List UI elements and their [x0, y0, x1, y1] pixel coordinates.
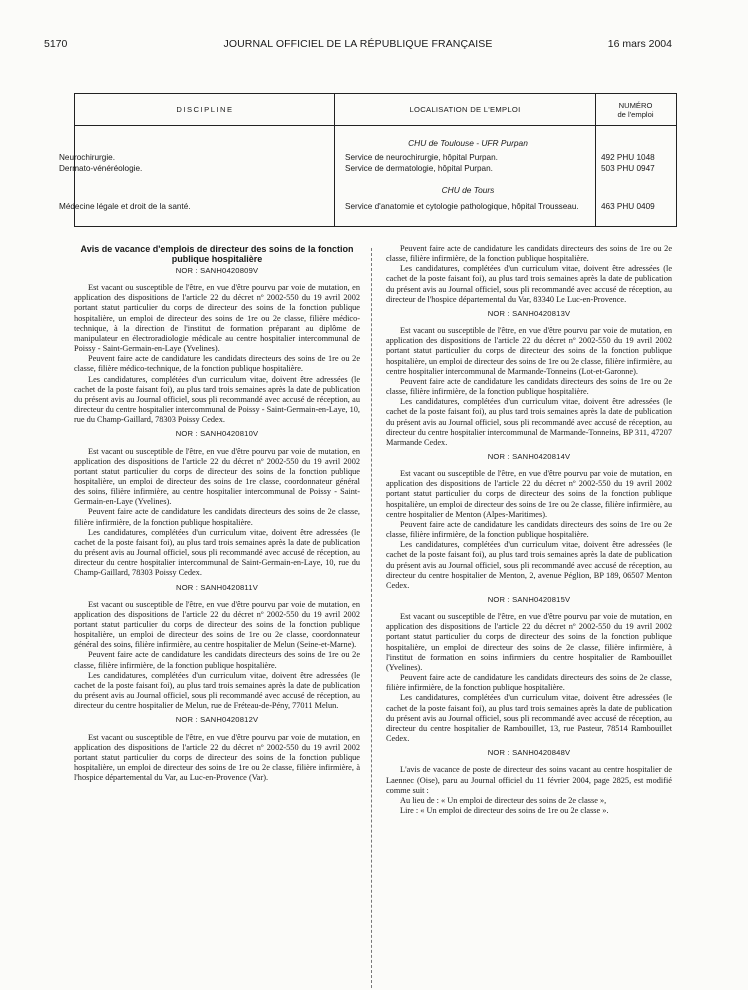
- group-toulouse: CHU de Toulouse - UFR Purpan: [408, 138, 528, 148]
- paragraph: Peuvent faire acte de candidature les candidats directeurs des soins de 1re ou 2e classe, filière infirmière, de la fonction publique hospitalière.: [386, 376, 672, 397]
- header-numero: [595, 101, 676, 119]
- journal-title: JOURNAL OFFICIEL DE LA RÉPUBLIQUE FRANÇAISE: [223, 38, 493, 50]
- row1-localisation: Service de neurochirurgie, hôpital Purpan.: [345, 153, 498, 162]
- header-localisation: LOCALISATION DE L'EMPLOI: [409, 105, 521, 114]
- group-tours: CHU de Tours: [441, 185, 495, 195]
- nor-reference: NOR : SANH0420810V: [175, 429, 259, 439]
- row3-numero: 463 PHU 0409: [601, 202, 655, 211]
- paragraph: Est vacant ou susceptible de l'être, en vue d'être pourvu par voie de mutation, en application des dispositions de l'article 22 du décret nº 2002-550 du 19 avril 2002 portant statut particulier du corps de directeur des soins de la fonction publique hospitalière, un emploi de directeur des soins de 2e classe, filière infirmière, à l'institut de formation en soins infirmiers du centre hospitalier de Rambouillet (Yvelines).: [386, 612, 672, 672]
- nor-reference: NOR : SANH0420848V: [487, 748, 571, 758]
- paragraph: Les candidatures, complétées d'un curriculum vitae, doivent être adressées (le cachet de la poste faisant foi), au plus tard trois semaines après la date de publication du présent avis au Journal officiel, sous pli recommandé avec accusé de réception, au directeur du centre hospitalier intercommunal de Marmande-Tonneins, BP 311, 47207 Marmande Cedex.: [386, 397, 672, 447]
- paragraph: Est vacant ou susceptible de l'être, en vue d'être pourvu par voie de mutation, en application des dispositions de l'article 22 du décret nº 2002-550 du 19 avril 2002 portant statut particulier du corps de directeur des soins de la fonction publique hospitalière, un emploi de directeur des soins de 1re ou 2e classe, filière infirmière, à l'hospice départemental du Var, au Luc-en-Provence (Var).: [74, 732, 360, 783]
- paragraph: Les candidatures, complétées d'un curriculum vitae, doivent être adressées (le cachet de la poste faisant foi), au plus tard trois semaines après la date de publication du présent avis au Journal officiel, sous pli recommandé avec accusé de réception, au directeur du centre hospitalier de Menton, 2, avenue Péglion, BP 189, 06507 Menton Cedex.: [386, 540, 672, 590]
- header-numero-line2: de l'emploi: [617, 110, 654, 119]
- row3-localisation: Service d'anatomie et cytologie pathologique, hôpital Trousseau.: [345, 202, 579, 211]
- paragraph: Les candidatures, complétées d'un curriculum vitae, doivent être adressées (le cachet de la poste faisant foi), au plus tard trois semaines après la date de publication du présent avis au Journal officiel, sous pli recommandé avec accusé de réception, au directeur du centre hospitalier intercommunal de Poissy - Saint-Germain-en-Laye, 10, rue du Champ-Gaillard, 78303 Poissy Cedex.: [74, 374, 360, 425]
- row1-discipline: Neurochirurgie.: [59, 153, 115, 162]
- page-header: [44, 38, 672, 54]
- header-discipline: DISCIPLINE: [176, 105, 234, 114]
- paragraph: Peuvent faire acte de candidature les candidats directeurs des soins de 1re ou 2e classe, filière médico-technique, de la fonction publique hospitalière.: [74, 354, 360, 374]
- publication-date: 16 mars 2004: [607, 38, 672, 50]
- paragraph: Les candidatures, complétées d'un curriculum vitae, doivent être adressées (le cachet de la poste faisant foi), au plus tard trois semaines après la date de publication du présent avis au Journal officiel, sous pli recommandé avec accusé de réception, au directeur de l'hospice départemental du Var, 83340 Le Luc-en-Provence.: [386, 264, 672, 304]
- row2-numero: 503 PHU 0947: [601, 164, 655, 173]
- paragraph: Peuvent faire acte de candidature les candidats directeurs des soins de 1re ou 2e classe, filière infirmière, de la fonction publique hospitalière.: [386, 519, 672, 540]
- column-separator: [371, 248, 372, 988]
- row2-localisation: Service de dermatologie, hôpital Purpan.: [345, 164, 493, 173]
- vacancy-table: [59, 93, 677, 227]
- paragraph: Les candidatures, complétées d'un curriculum vitae, doivent être adressées (le cachet de la poste faisant foi), au plus tard trois semaines après la date de publication du présent avis au Journal officiel, sous pli recommandé avec accusé de réception, au directeur du centre hospitalier de Melun, rue de Fréteau-de-Pény, 77011 Melun.: [74, 670, 360, 711]
- right-column: [386, 244, 672, 816]
- row3-discipline: Médecine légale et droit de la santé.: [59, 202, 191, 211]
- nor-reference: NOR : SANH0420815V: [487, 595, 571, 604]
- nor-reference: NOR : SANH0420812V: [175, 715, 259, 725]
- paragraph: Peuvent faire acte de candidature les candidats directeurs des soins de 1re ou 2e classe, filière infirmière, de la fonction publique hospitalière.: [74, 650, 360, 670]
- paragraph: Est vacant ou susceptible de l'être, en vue d'être pourvu par voie de mutation, en application des dispositions de l'article 22 du décret nº 2002-550 du 19 avril 2002 portant statut particulier du corps de directeur des soins de la fonction publique hospitalière, un emploi de directeur des soins de 1re ou 2e classe, filière infirmière, au centre hospitalier de Menton (Alpes-Maritimes).: [386, 469, 672, 519]
- paragraph: Les candidatures, complétées d'un curriculum vitae, doivent être adressées (le cachet de la poste faisant foi), au plus tard trois semaines après la date de publication du présent avis au Journal officiel, sous pli recommandé avec accusé de réception, au directeur du centre hospitalier intercommunal de Saint-Germain-en-Laye, 10, rue du Champ-Gaillard, 78303 Poissy Cedex.: [74, 527, 360, 578]
- paragraph: Peuvent faire acte de candidature les candidats directeurs des soins de 2e classe, filière infirmière, de la fonction publique hospitalière.: [386, 673, 672, 693]
- article-title: Avis de vacance d'emplois de directeur des soins de la fonction publique hospitalière: [80, 244, 354, 264]
- paragraph: Peuvent faire acte de candidature les candidats directeurs des soins de 2e classe, filière infirmière, de la fonction publique hospitalière.: [74, 507, 360, 527]
- paragraph: L'avis de vacance de poste de directeur des soins vacant au centre hospitalier de Laennec (Oise), paru au Journal officiel du 11 février 2004, page 2825, est modifié comme suit :: [386, 765, 672, 795]
- paragraph: Lire : « Un emploi de directeur des soins de 1re ou 2e classe ».: [400, 805, 609, 815]
- row1-numero: 492 PHU 1048: [601, 153, 655, 162]
- left-column: [74, 244, 360, 783]
- nor-reference: NOR : SANH0420814V: [487, 451, 571, 461]
- paragraph: Peuvent faire acte de candidature les candidats directeurs des soins de 1re ou 2e classe, filière infirmière, de la fonction publique hospitalière.: [386, 244, 672, 264]
- paragraph: Est vacant ou susceptible de l'être, en vue d'être pourvu par voie de mutation, en application des dispositions de l'article 22 du décret nº 2002-550 du 19 avril 2002 portant statut particulier du corps de directeur des soins de la fonction publique hospitalière, un emploi de directeur des soins de 1re ou 2e classe, coordonnateur général des soins, filière infirmière, au centre hospitalier de Melun (Seine-et-Marne).: [74, 599, 360, 650]
- table-header: [75, 94, 676, 126]
- header-numero-line1: NUMÉRO: [618, 101, 653, 110]
- paragraph: Au lieu de : « Un emploi de directeur des soins de 2e classe »,: [400, 795, 607, 805]
- row2-discipline: Dermato-vénéréologie.: [59, 164, 143, 173]
- nor-reference: NOR : SANH0420809V: [175, 266, 259, 275]
- paragraph: Est vacant ou susceptible de l'être, en vue d'être pourvu par voie de mutation, en application des dispositions de l'article 22 du décret nº 2002-550 du 19 avril 2002 portant statut particulier du corps de directeur des soins de la fonction publique hospitalière, un emploi de directeur des soins de 1re ou 2e classe, filière médico-technique, à la direction de l'institut de formation préparant au diplôme de manipulateur en électroradiologie médicale au centre hospitalier intercommunal de Poissy - Saint-Germain-en-Laye (Yvelines).: [74, 283, 360, 354]
- paragraph: Est vacant ou susceptible de l'être, en vue d'être pourvu par voie de mutation, en application des dispositions de l'article 22 du décret nº 2002-550 du 19 avril 2002 portant statut particulier du corps de directeur des soins de la fonction publique hospitalière, un emploi de directeur des soins de 1re ou 2e classe, filière infirmière, au centre hospitalier intercommunal de Marmande-Tonneins (Lot-et-Garonne).: [386, 326, 672, 376]
- paragraph: Est vacant ou susceptible de l'être, en vue d'être pourvu par voie de mutation, en application des dispositions de l'article 22 du décret nº 2002-550 du 19 avril 2002 portant statut particulier du corps de directeur des soins de la fonction publique hospitalière, un emploi de directeur des soins de 1re classe, coordonnateur général des soins, filière infirmière, au centre hospitalier intercommunal de Poissy - Saint-Germain-en-Laye (Yvelines).: [74, 446, 360, 507]
- paragraph: Les candidatures, complétées d'un curriculum vitae, doivent être adressées (le cachet de la poste faisant foi), au plus tard trois semaines après la date de publication du présent avis au Journal officiel, sous pli recommandé avec accusé de réception, au directeur du centre hospitalier de Rambouillet, 13, rue Pasteur, 78514 Rambouillet Cedex.: [386, 693, 672, 744]
- nor-reference: NOR : SANH0420813V: [487, 308, 571, 318]
- page-number: 5170: [44, 38, 68, 50]
- nor-reference: NOR : SANH0420811V: [176, 582, 258, 592]
